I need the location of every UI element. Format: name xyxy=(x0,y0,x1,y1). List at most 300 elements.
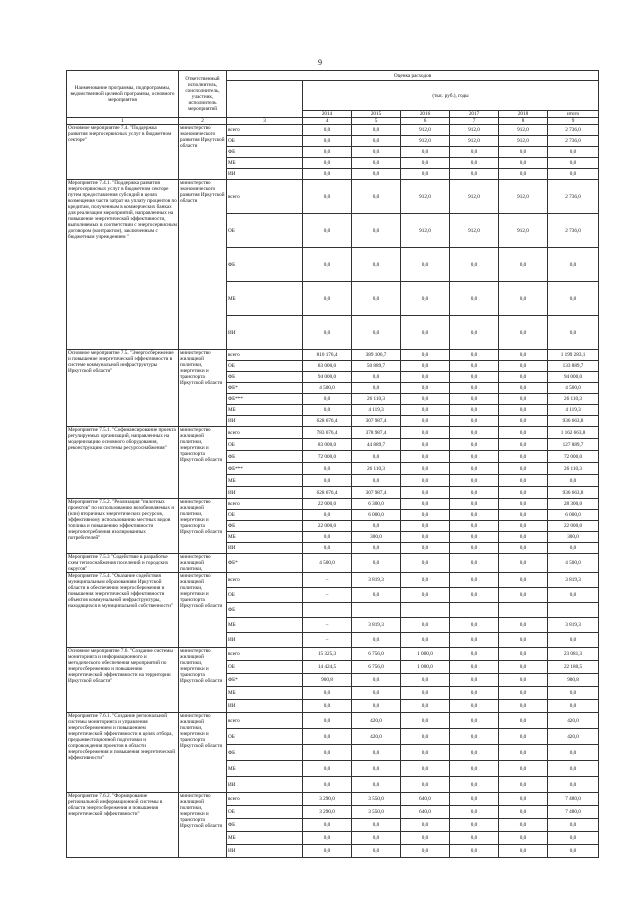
amount-cell: 300,0 xyxy=(548,532,599,543)
amount-cell: 0,0 xyxy=(548,845,599,858)
amount-cell: 0,0 xyxy=(548,700,599,713)
table-row xyxy=(67,180,599,214)
amount-cell: 0,0 xyxy=(499,405,548,416)
col-number: 4 xyxy=(303,118,352,125)
amount-cell: 0,0 xyxy=(499,350,548,361)
amount-cell: 0,0 xyxy=(303,761,352,777)
funding-source: ФБ* xyxy=(227,554,303,573)
amount-cell: 3 550,0 xyxy=(352,793,401,806)
header-name: Наименование программы, подпрограммы, ведомственной целевой программы, основного мероприятия xyxy=(67,71,179,118)
funding-source: МБ xyxy=(227,282,303,316)
funding-source: всего xyxy=(227,125,303,136)
measure-name: Мероприятие 7.5.3 "Содействие в разработке схем теплоснабжения поселений и городских округов" xyxy=(67,554,179,573)
responsible-executor: министерство жилищной политики, энергетики и транспорта Иркутской области xyxy=(179,350,227,427)
amount-cell: 0,0 xyxy=(352,248,401,282)
header-units: (тыс. руб.), годы xyxy=(303,81,599,111)
amount-cell: 628 676,4 xyxy=(303,487,352,499)
amount-cell: 22 000,0 xyxy=(303,521,352,532)
amount-cell xyxy=(352,603,401,618)
amount-cell: 0,0 xyxy=(499,633,548,648)
amount-cell: 0,0 xyxy=(548,777,599,793)
amount-cell: 72 000,0 xyxy=(303,451,352,463)
amount-cell: 0,0 xyxy=(499,729,548,745)
measure-name: Основное мероприятие 7.6. "Создание системы мониторинга и информационного и методического обеспечения мероприятий по энергосбережению и повышению энергетической эффективности на территории Иркутской области" xyxy=(67,648,179,713)
amount-cell: 0,0 xyxy=(450,648,499,661)
amount-cell: 0,0 xyxy=(450,745,499,761)
col-number: 2 xyxy=(179,118,227,125)
amount-cell: 307 987,4 xyxy=(352,487,401,499)
table-row xyxy=(67,499,599,510)
funding-source: всего xyxy=(227,350,303,361)
amount-cell: 0,0 xyxy=(450,475,499,487)
amount-cell: 0,0 xyxy=(499,845,548,858)
amount-cell: 0,0 xyxy=(499,700,548,713)
responsible-executor: министерство жилищной политики, энергетики и транспорта Иркутской области xyxy=(179,713,227,793)
amount-cell: 0,0 xyxy=(499,618,548,633)
amount-cell: 4 500,0 xyxy=(303,383,352,394)
amount-cell: 912,0 xyxy=(401,214,450,248)
amount-cell: 0,0 xyxy=(499,169,548,180)
amount-cell: 0,0 xyxy=(548,832,599,845)
amount-cell: 0,0 xyxy=(352,674,401,687)
amount-cell: 0,0 xyxy=(499,661,548,674)
amount-cell: 0,0 xyxy=(450,729,499,745)
amount-cell: 810 176,4 xyxy=(303,350,352,361)
funding-source: ФБ* xyxy=(227,383,303,394)
amount-cell: 0,0 xyxy=(352,158,401,169)
amount-cell: 0,0 xyxy=(401,745,450,761)
amount-cell: 0,0 xyxy=(450,713,499,729)
table-row xyxy=(67,427,599,439)
amount-cell: 912,0 xyxy=(450,180,499,214)
amount-cell: 2 736,0 xyxy=(548,136,599,147)
amount-cell: 0,0 xyxy=(401,700,450,713)
amount-cell: 0,0 xyxy=(401,674,450,687)
header-year: 2016 xyxy=(401,111,450,118)
amount-cell: 0,0 xyxy=(401,588,450,603)
funding-source: всего xyxy=(227,427,303,439)
amount-cell: 50 889,7 xyxy=(352,361,401,372)
amount-cell: 0,0 xyxy=(352,125,401,136)
amount-cell: 628 676,4 xyxy=(303,416,352,427)
amount-cell: 0,0 xyxy=(401,427,450,439)
amount-cell: 0,0 xyxy=(450,661,499,674)
header-source xyxy=(227,81,303,118)
amount-cell: 0,0 xyxy=(401,499,450,510)
amount-cell: 0,0 xyxy=(499,510,548,521)
amount-cell: 0,0 xyxy=(352,383,401,394)
amount-cell: 0,0 xyxy=(303,180,352,214)
amount-cell: 0,0 xyxy=(450,543,499,554)
amount-cell: 0,0 xyxy=(450,248,499,282)
amount-cell: 0,0 xyxy=(450,439,499,451)
amount-cell: 0,0 xyxy=(401,463,450,475)
amount-cell: 0,0 xyxy=(303,729,352,745)
amount-cell: 0,0 xyxy=(401,394,450,405)
amount-cell: 0,0 xyxy=(450,687,499,700)
amount-cell: 912,0 xyxy=(401,125,450,136)
amount-cell: 0,0 xyxy=(499,761,548,777)
col-number: 9 xyxy=(548,118,599,125)
amount-cell: 0,0 xyxy=(303,832,352,845)
amount-cell: 0,0 xyxy=(352,700,401,713)
amount-cell: 0,0 xyxy=(401,316,450,350)
amount-cell: 0,0 xyxy=(499,532,548,543)
amount-cell: 0,0 xyxy=(450,451,499,463)
amount-cell: 4 119,3 xyxy=(548,405,599,416)
amount-cell: 0,0 xyxy=(499,487,548,499)
funding-source: ФБ xyxy=(227,372,303,383)
responsible-executor: министерство жилищной политики, энергетики и транспорта Иркутской области xyxy=(179,427,227,499)
expense-table xyxy=(66,70,599,858)
amount-cell: 0,0 xyxy=(352,633,401,648)
amount-cell: 4 500,0 xyxy=(303,554,352,573)
amount-cell: 0,0 xyxy=(352,169,401,180)
amount-cell: 0,0 xyxy=(401,350,450,361)
amount-cell: 0,0 xyxy=(450,832,499,845)
amount-cell: 0,0 xyxy=(303,125,352,136)
table-row xyxy=(67,793,599,806)
amount-cell: 0,0 xyxy=(499,521,548,532)
funding-source: МБ xyxy=(227,475,303,487)
amount-cell: 0,0 xyxy=(303,532,352,543)
amount-cell: 0,0 xyxy=(303,713,352,729)
amount-cell: 0,0 xyxy=(450,416,499,427)
amount-cell: 0,0 xyxy=(401,521,450,532)
header-year: 2015 xyxy=(352,111,401,118)
amount-cell: 0,0 xyxy=(450,463,499,475)
amount-cell: 0,0 xyxy=(401,573,450,588)
amount-cell: 0,0 xyxy=(303,777,352,793)
amount-cell: 0,0 xyxy=(499,372,548,383)
amount-cell: 0,0 xyxy=(401,439,450,451)
amount-cell xyxy=(401,603,450,618)
amount-cell: 1 000,0 xyxy=(401,648,450,661)
amount-cell: 0,0 xyxy=(499,674,548,687)
amount-cell: 0,0 xyxy=(401,451,450,463)
amount-cell: 0,0 xyxy=(548,282,599,316)
amount-cell: 640,0 xyxy=(401,793,450,806)
amount-cell: 912,0 xyxy=(499,125,548,136)
header-year: 2018 xyxy=(499,111,548,118)
amount-cell: 0,0 xyxy=(548,316,599,350)
funding-source: ОБ xyxy=(227,214,303,248)
funding-source: ИИ xyxy=(227,416,303,427)
funding-source: всего xyxy=(227,713,303,729)
amount-cell: 0,0 xyxy=(401,383,450,394)
amount-cell: 420,0 xyxy=(548,713,599,729)
amount-cell: 7 480,0 xyxy=(548,793,599,806)
amount-cell: 0,0 xyxy=(499,588,548,603)
amount-cell: 0,0 xyxy=(450,394,499,405)
amount-cell: 4 500,0 xyxy=(548,383,599,394)
measure-name: Мероприятие 7.4.1. "Поддержка развития энергосервисных услуг в бюджетном секторе путем предоставления субсидий в целях возмещения части затрат на уплату процентов по кредитам, полученным в коммерческих банках для реализации мероприятий, направленных на повышение энергетической эффективности, выполняемых в соответствии с энергосервисным договором (контрактом), заключенным с бюджетным учреждением " xyxy=(67,180,179,350)
header-year: 2017 xyxy=(450,111,499,118)
amount-cell: 0,0 xyxy=(450,427,499,439)
amount-cell: 0,0 xyxy=(352,819,401,832)
amount-cell: 26 110,3 xyxy=(352,463,401,475)
amount-cell: 0,0 xyxy=(401,361,450,372)
amount-cell: 0,0 xyxy=(401,729,450,745)
amount-cell: 2 736,0 xyxy=(548,125,599,136)
amount-cell: 0,0 xyxy=(499,745,548,761)
amount-cell: 912,0 xyxy=(450,125,499,136)
amount-cell: 912,0 xyxy=(401,180,450,214)
amount-cell: 6 000,0 xyxy=(352,510,401,521)
amount-cell: 23 081,3 xyxy=(548,648,599,661)
amount-cell: 26 110,3 xyxy=(548,394,599,405)
amount-cell: 0,0 xyxy=(303,845,352,858)
header-responsible: Ответственный исполнитель, соисполнитель, участник, исполнитель мероприятий xyxy=(179,71,227,118)
amount-cell: 0,0 xyxy=(401,819,450,832)
amount-cell: 0,0 xyxy=(303,316,352,350)
amount-cell: 0,0 xyxy=(450,793,499,806)
amount-cell: 0,0 xyxy=(548,588,599,603)
amount-cell: 0,0 xyxy=(401,832,450,845)
funding-source: всего xyxy=(227,499,303,510)
amount-cell: 0,0 xyxy=(352,282,401,316)
amount-cell: 0,0 xyxy=(450,761,499,777)
amount-cell: 640,0 xyxy=(401,806,450,819)
table-row xyxy=(67,713,599,729)
amount-cell: 912,0 xyxy=(499,180,548,214)
amount-cell: 0,0 xyxy=(401,543,450,554)
amount-cell: 0,0 xyxy=(450,361,499,372)
amount-cell: 0,0 xyxy=(450,350,499,361)
amount-cell: 0,0 xyxy=(401,532,450,543)
funding-source: МБ xyxy=(227,405,303,416)
amount-cell: 0,0 xyxy=(450,510,499,521)
funding-source: ФБ xyxy=(227,248,303,282)
amount-cell: 0,0 xyxy=(450,588,499,603)
amount-cell: 0,0 xyxy=(450,521,499,532)
amount-cell: 0,0 xyxy=(352,554,401,573)
amount-cell: 0,0 xyxy=(401,510,450,521)
amount-cell: 0,0 xyxy=(401,554,450,573)
amount-cell: 0,0 xyxy=(401,248,450,282)
measure-name: Мероприятие 7.6.1. "Создание региональной системы мониторинга и управления энергосбережением и повышением энергетической эффективности в целях отбора, предынвестиционной подготовки и сопровождения проектов в области энергосбережения и повышения энергетической эффективности" xyxy=(67,713,179,793)
amount-cell: 15 325,3 xyxy=(303,648,352,661)
amount-cell: 0,0 xyxy=(499,573,548,588)
amount-cell: 0,0 xyxy=(499,394,548,405)
amount-cell: – xyxy=(303,573,352,588)
amount-cell: 0,0 xyxy=(450,282,499,316)
funding-source: ИИ xyxy=(227,169,303,180)
col-number: 3 xyxy=(227,118,303,125)
amount-cell: 0,0 xyxy=(303,214,352,248)
amount-cell: 0,0 xyxy=(450,405,499,416)
amount-cell: 94 000,0 xyxy=(303,372,352,383)
measure-name: Мероприятие 7.5.1. "Софинансирование проекта регулируемых организаций, направленных на модернизацию основного оборудования, реконструкцию системы ресурсоснабжения" xyxy=(67,427,179,499)
amount-cell: 0,0 xyxy=(401,761,450,777)
amount-cell: 0,0 xyxy=(352,687,401,700)
funding-source: ФБ*** xyxy=(227,394,303,405)
amount-cell: 28 300,0 xyxy=(548,499,599,510)
funding-source: ФБ xyxy=(227,745,303,761)
funding-source: ФБ xyxy=(227,147,303,158)
amount-cell: 0,0 xyxy=(303,745,352,761)
amount-cell: 0,0 xyxy=(303,475,352,487)
amount-cell: 0,0 xyxy=(548,687,599,700)
funding-source: ИИ xyxy=(227,487,303,499)
responsible-executor: министерство экономического развития Иркутской области xyxy=(179,125,227,180)
amount-cell: 0,0 xyxy=(499,713,548,729)
amount-cell: – xyxy=(303,618,352,633)
amount-cell: 0,0 xyxy=(450,169,499,180)
amount-cell: 0,0 xyxy=(499,316,548,350)
amount-cell: 0,0 xyxy=(303,687,352,700)
amount-cell: – xyxy=(303,588,352,603)
funding-source: ФБ xyxy=(227,603,303,618)
funding-source: ОБ xyxy=(227,361,303,372)
amount-cell: 0,0 xyxy=(352,761,401,777)
amount-cell: 0,0 xyxy=(450,372,499,383)
amount-cell: 0,0 xyxy=(303,136,352,147)
amount-cell: 0,0 xyxy=(352,588,401,603)
responsible-executor: министерство жилищной политики, xyxy=(179,554,227,573)
amount-cell xyxy=(303,603,352,618)
amount-cell: 14 424,5 xyxy=(303,661,352,674)
amount-cell: 0,0 xyxy=(352,832,401,845)
amount-cell: 0,0 xyxy=(450,532,499,543)
amount-cell: 0,0 xyxy=(303,147,352,158)
amount-cell: 6 300,0 xyxy=(352,499,401,510)
measure-name: Мероприятие 7.5.4. "Оказание содействия муниципальным образованиям Иркутской области в обеспечении энергосбережения и повышения энергетической эффективности объектов коммунальной инфраструктуры, находящихся в муниципальной собственности" xyxy=(67,573,179,648)
amount-cell: 307 987,4 xyxy=(352,416,401,427)
amount-cell: 6 756,0 xyxy=(352,648,401,661)
amount-cell: 0,0 xyxy=(303,169,352,180)
amount-cell: 0,0 xyxy=(401,282,450,316)
amount-cell: 0,0 xyxy=(352,180,401,214)
amount-cell: 0,0 xyxy=(548,158,599,169)
responsible-executor: министерство жилищной политики, энергетики и транспорта Иркутской области xyxy=(179,573,227,648)
funding-source: МБ xyxy=(227,761,303,777)
table-row xyxy=(67,573,599,588)
funding-source: ФБ* xyxy=(227,674,303,687)
amount-cell: 0,0 xyxy=(303,700,352,713)
amount-cell: 0,0 xyxy=(352,451,401,463)
amount-cell: 0,0 xyxy=(499,832,548,845)
funding-source: ИИ xyxy=(227,845,303,858)
amount-cell: 0,0 xyxy=(352,372,401,383)
amount-cell: 3 819,3 xyxy=(352,573,401,588)
amount-cell: 0,0 xyxy=(401,169,450,180)
amount-cell: 0,0 xyxy=(352,316,401,350)
amount-cell xyxy=(450,603,499,618)
amount-cell: 0,0 xyxy=(401,475,450,487)
amount-cell: 22 000,0 xyxy=(303,499,352,510)
amount-cell: 0,0 xyxy=(352,136,401,147)
col-number: 5 xyxy=(352,118,401,125)
col-number: 6 xyxy=(401,118,450,125)
amount-cell: 0,0 xyxy=(303,510,352,521)
col-number: 7 xyxy=(450,118,499,125)
amount-cell: 0,0 xyxy=(450,147,499,158)
responsible-executor: министерство жилищной политики, энергетики и транспорта Иркутской области xyxy=(179,648,227,713)
funding-source: ИИ xyxy=(227,316,303,350)
funding-source: ФБ*** xyxy=(227,463,303,475)
funding-source: всего xyxy=(227,648,303,661)
amount-cell: 0,0 xyxy=(401,487,450,499)
responsible-executor: министерство экономического развития Иркутской области xyxy=(179,180,227,350)
amount-cell: 420,0 xyxy=(548,729,599,745)
amount-cell: 0,0 xyxy=(450,383,499,394)
table-row xyxy=(67,648,599,661)
amount-cell: 26 110,3 xyxy=(352,394,401,405)
amount-cell: 0,0 xyxy=(401,687,450,700)
amount-cell: 0,0 xyxy=(450,573,499,588)
amount-cell: 0,0 xyxy=(499,416,548,427)
amount-cell: 0,0 xyxy=(548,147,599,158)
amount-cell: 0,0 xyxy=(450,777,499,793)
amount-cell xyxy=(548,603,599,618)
amount-cell: 72 000,0 xyxy=(548,451,599,463)
amount-cell: 0,0 xyxy=(352,147,401,158)
amount-cell: 0,0 xyxy=(499,383,548,394)
amount-cell: 0,0 xyxy=(450,158,499,169)
amount-cell: 6 000,0 xyxy=(548,510,599,521)
amount-cell: 0,0 xyxy=(499,451,548,463)
amount-cell: 0,0 xyxy=(303,158,352,169)
amount-cell: – xyxy=(303,633,352,648)
amount-cell: 0,0 xyxy=(450,618,499,633)
amount-cell: 3 819,3 xyxy=(548,573,599,588)
amount-cell: 912,0 xyxy=(499,214,548,248)
amount-cell: 0,0 xyxy=(548,543,599,554)
amount-cell: 0,0 xyxy=(303,282,352,316)
amount-cell: 3 290,0 xyxy=(303,806,352,819)
funding-source: всего xyxy=(227,180,303,214)
funding-source: всего xyxy=(227,573,303,588)
amount-cell: 0,0 xyxy=(499,543,548,554)
amount-cell: 0,0 xyxy=(303,819,352,832)
amount-cell: 4 500,0 xyxy=(548,554,599,573)
amount-cell: 0,0 xyxy=(499,439,548,451)
amount-cell: 0,0 xyxy=(499,475,548,487)
page-number: 9 xyxy=(318,58,322,67)
funding-source: МБ xyxy=(227,158,303,169)
amount-cell: 900,8 xyxy=(303,674,352,687)
header-expenses: Оценка расходов xyxy=(227,71,599,81)
responsible-executor: министерство жилищной политики, энергетики и транспорта Иркутской области xyxy=(179,793,227,858)
amount-cell: 912,0 xyxy=(450,214,499,248)
amount-cell: 0,0 xyxy=(499,554,548,573)
responsible-executor: министерство жилищной политики, энергетики и транспорта Иркутской области xyxy=(179,499,227,554)
amount-cell: 0,0 xyxy=(499,819,548,832)
amount-cell: 0,0 xyxy=(401,845,450,858)
amount-cell: 912,0 xyxy=(401,136,450,147)
col-number: 1 xyxy=(67,118,179,125)
amount-cell: 420,0 xyxy=(352,713,401,729)
amount-cell: 0,0 xyxy=(499,427,548,439)
funding-source: ОБ xyxy=(227,439,303,451)
amount-cell: 0,0 xyxy=(352,777,401,793)
funding-source: ОБ xyxy=(227,136,303,147)
amount-cell: 3 290,0 xyxy=(303,793,352,806)
table-row xyxy=(67,554,599,573)
amount-cell: 0,0 xyxy=(499,158,548,169)
amount-cell: 900,8 xyxy=(548,674,599,687)
amount-cell: 133 889,7 xyxy=(548,361,599,372)
funding-source: ИИ xyxy=(227,777,303,793)
funding-source: ФБ xyxy=(227,819,303,832)
amount-cell: 0,0 xyxy=(499,806,548,819)
amount-cell: 3 550,0 xyxy=(352,806,401,819)
table-row xyxy=(67,125,599,136)
amount-cell: 0,0 xyxy=(401,618,450,633)
amount-cell: 0,0 xyxy=(450,819,499,832)
measure-name: Основное мероприятие 7.5. "Энергосбережение и повышение энергетической эффективности в системе коммунальной инфраструктуры Иркутской области" xyxy=(67,350,179,427)
